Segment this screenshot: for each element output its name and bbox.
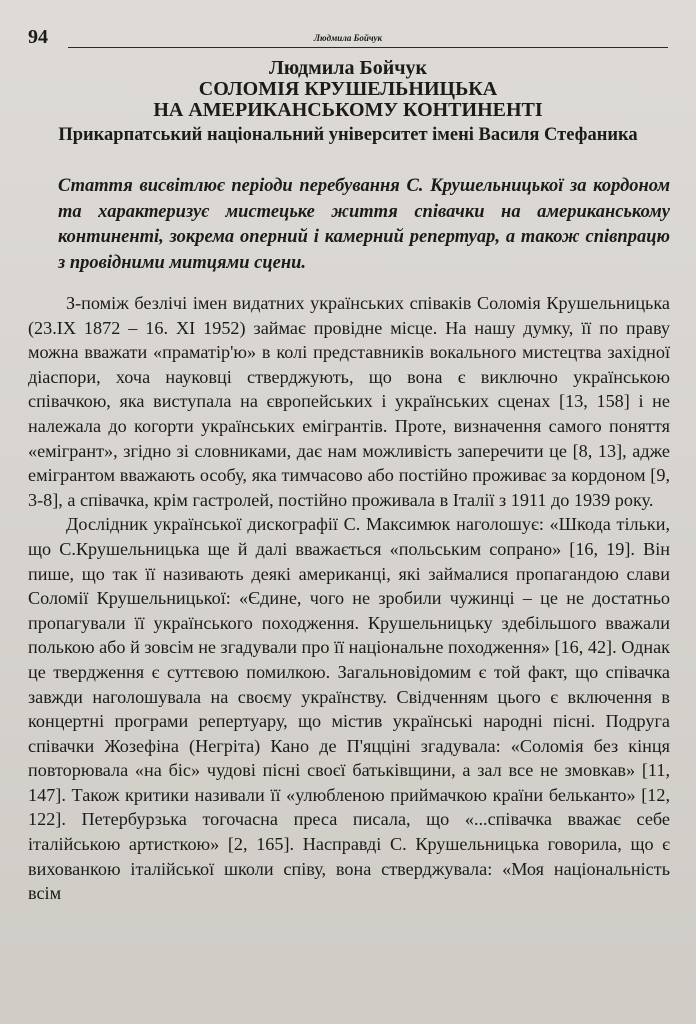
running-head xyxy=(28,26,668,52)
body-paragraph-1: З-поміж безлічі імен видатних українських співаків Соломія Крушельницька (23.IX 1872 – 16. XI 1952) займає провідне місце. На нашу думку, її по праву можна вважати «праматір'ю» в колі представників вокального мистецтва західної діаспори, хоча науковці стверджують, що вона є виключно українською співачкою, яка виступала на європейських і українських сценах [13, 158] і не належала до когорти українських емігрантів. Проте, визначення самого поняття «емігрант», згідно зі словниками, дає нам можливість заперечити це [8, 13], адже емігрантом вважають особу, яка тимчасово або постійно проживає за кордоном [9, 3-8], а співачка, крім гастролей, постійно проживала в Італії з 1911 до 1939 року. xyxy=(28,293,670,510)
article-author: Людмила Бойчук xyxy=(268,57,428,79)
article-title-line-1: СОЛОМІЯ КРУШЕЛЬНИЦЬКА xyxy=(198,78,498,100)
header-rule xyxy=(68,47,668,48)
article-body xyxy=(28,291,670,906)
body-paragraph-2: Дослідник української дискографії С. Максимюк наголошує: «Шкода тільки, що С.Крушельницька ще й далі вважається «польським сопрано» [16, 19]. Він пише, що так її називають деякі американці, які займалися пропагандою слави Соломії Крушельницької: «Єдине, чого не зробили чужинці – це не достатньо пропагували її українського походження. Крушельницьку здебільшого вважали полькою або й зовсім не згадували про її національне походження» [16, 42]. Однак це твердження є суттєвою помилкою. Загальновідомим є той факт, що співачка завжди наголошувала на своєму українству. Свідченням цього є включення в концертні програми репертуару, що містив українські народні пісні. Подруга співачки Жозефіна (Негріта) Кано де П'яцціні згадувала: «Соломія без кінця повторювала «на біс» чудові пісні своєї батьківщини, а зал все не змовкав» [11, 147]. Також критики називали її «улюбленою приймачкою країни бельканто» [12, 122]. Петербурзька тогочасна преса писала, що «...співачка вважає себе італійською артисткою» [2, 165]. Насправді С. Крушельницька говорила, що є вихованкою італійської школи співу, вона стверджувала: «Моя національність всім xyxy=(28,514,670,904)
article-header xyxy=(28,58,668,146)
running-head-author: Людмила Бойчук xyxy=(313,33,383,43)
article-affiliation: Прикарпатський національний університет імені Василя Стефаника xyxy=(58,125,638,145)
page-number: 94 xyxy=(28,26,48,48)
article-abstract: Стаття висвітлює періоди перебування С. Крушельницької за кордоном та характеризує мистецьке життя співачки на американському континенті, зокрема оперний і камерний репертуар, а також співпрацю з провідними митцями сцени. xyxy=(58,176,670,273)
article-title-line-2: НА АМЕРИКАНСЬКОМУ КОНТИНЕНТІ xyxy=(153,99,543,121)
